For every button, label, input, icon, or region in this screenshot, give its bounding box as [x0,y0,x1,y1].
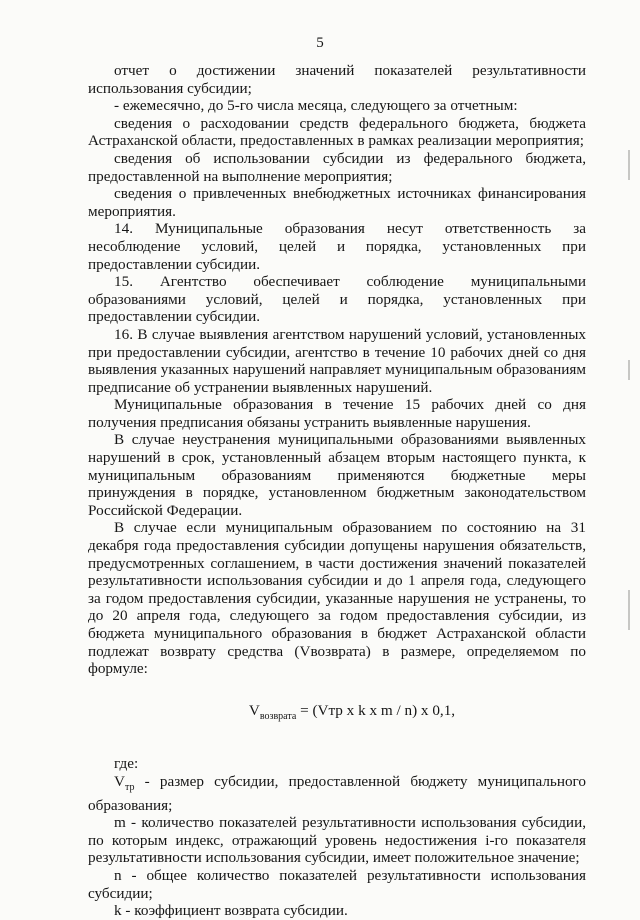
scan-edge-mark [628,360,630,380]
paragraph-15-days: Муниципальные образования в течение 15 рабочих дней со дня получения предписания обязаны устранить выявленные нарушения. [88,396,586,431]
paragraph-monthly: - ежемесячно, до 5-го числа месяца, следующего за отчетным: [114,97,518,115]
vtr-subscript: тр [124,782,135,794]
definition-vtr [88,773,586,814]
page-number: 5 [316,35,324,51]
vtr-symbol: V [114,773,125,790]
paragraph-item-15: 15. Агентство обеспечивает соблюдение муниципальными образованиями условий, целей и порядка, установленных при предоставлении субсидии. [88,273,586,326]
paragraph-item-14: 14. Муниципальные образования несут ответственность за несоблюдение условий, целей и порядка, установленных при предоставлении субсидии. [88,220,586,273]
formula-lhs-subscript: возврата [259,710,297,722]
definition-n: n - общее количество показателей результативности использования субсидии; [88,867,586,902]
definition-m: m - количество показателей результативности использования субсидии, по которым индекс, отражающий уровень недостижения i-го показателя результативности использования субсидии, имеет положительное значение; [88,814,586,867]
formula-rhs: = (Vтр x k x m / n) x 0,1, [296,701,456,719]
refund-formula [88,702,586,726]
paragraph-subsidy-usage: сведения об использовании субсидии из федерального бюджета, предоставленной на выполнение мероприятия; [88,149,586,185]
formula-lhs: V [248,701,260,719]
paragraph-federal-spending: сведения о расходовании средств федерального бюджета, бюджета Астраханской области, предоставленных в рамках реализации мероприятия; [88,114,586,150]
paragraph-refund-condition: В случае если муниципальным образованием по состоянию на 31 декабря года предоставления субсидии допущены нарушения обязательств, предусмотренных соглашением, в части достижения значений показателей результативности использования субсидии и до 1 апреля года, следующего за годом предоставления субсидии, указанные нарушения не устранены, то до 20 апреля года, следующего за годом предоставления субсидии, из бюджета муниципального образования в бюджет Астраханской области подлежат возврату средства (Vвозврата) в размере, определяемом по формуле: [88,519,586,678]
scan-edge-mark [628,590,630,630]
where-label: где: [114,755,139,773]
paragraph-item-16: 16. В случае выявления агентством нарушений условий, установленных при предоставлении субсидии, агентство в течение 10 рабочих дней со дня выявления указанных нарушений направляет муниципальным образованиям предписание об устранении выявленных нарушений. [88,325,586,396]
definition-k: k - коэффициент возврата субсидии. [114,902,348,920]
scan-edge-mark [628,150,630,180]
paragraph-non-elimination: В случае неустранения муниципальными образованиями выявленных нарушений в срок, установленный абзацем вторым настоящего пункта, к муниципальным образованиям применяются бюджетные меры принуждения в порядке, установленном бюджетным законодательством Российской Федерации. [88,431,586,519]
vtr-text: - размер субсидии, предоставленной бюджету муниципального образования; [88,773,586,814]
paragraph-extrabudgetary: сведения о привлеченных внебюджетных источниках финансирования мероприятия. [88,185,586,220]
document-body [88,62,586,920]
paragraph-report-achievement: отчет о достижении значений показателей результативности использования субсидии; [88,62,586,97]
